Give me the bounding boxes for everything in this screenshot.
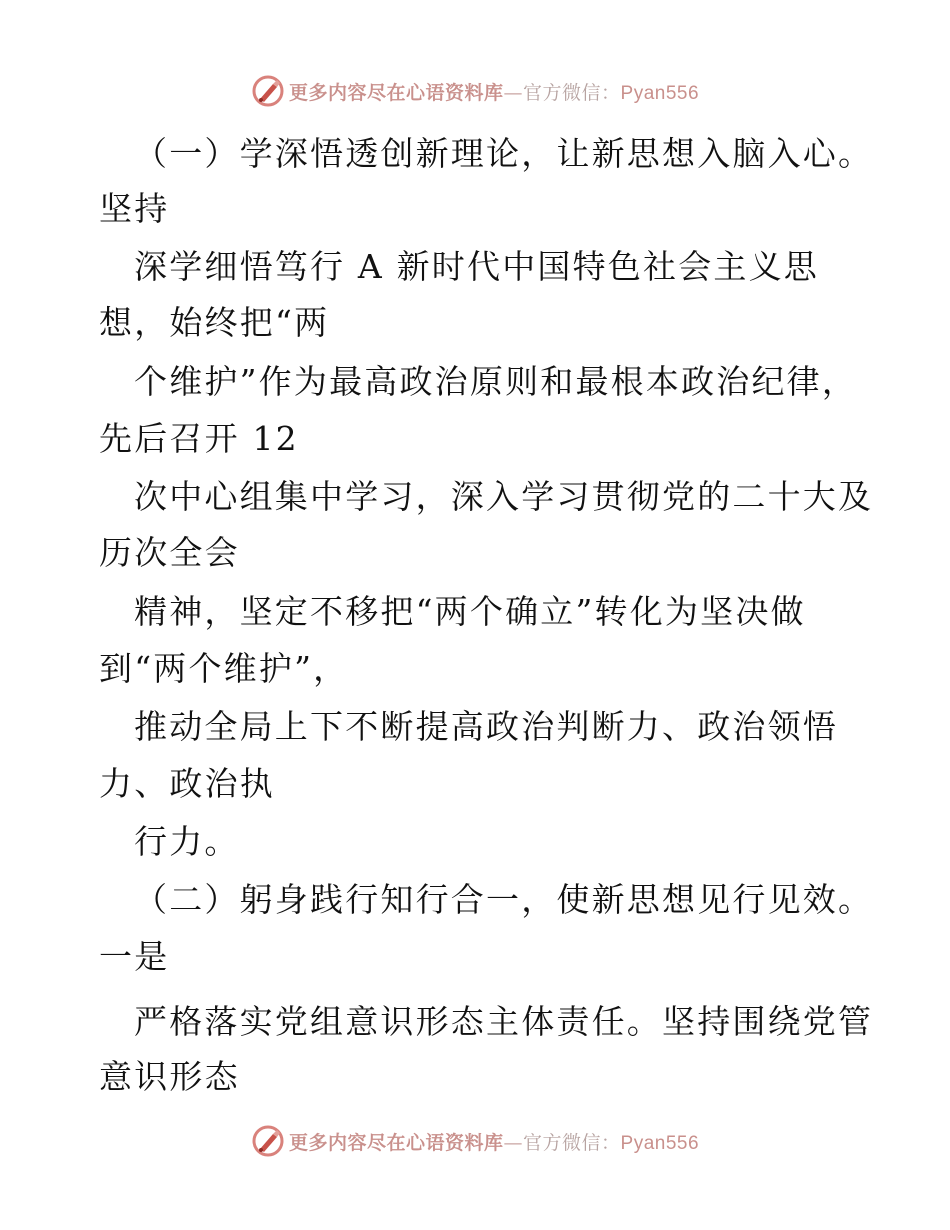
text-line: 行力。 — [134, 822, 240, 861]
text-line: 个维护”作为最高政治原则和最根本政治纪律， — [134, 362, 858, 401]
watermark-wechat-label: 官方微信 — [522, 81, 601, 104]
watermark-colon: ： — [601, 1131, 621, 1154]
text-line: 先后召开 12 — [99, 419, 299, 458]
watermark-wechat-id: Pyan556 — [620, 82, 700, 104]
watermark-text-top — [289, 78, 699, 105]
watermark-text-bottom — [289, 1128, 699, 1155]
text-line: 意识形态 — [99, 1057, 240, 1096]
watermark-banner-bottom — [0, 1121, 950, 1161]
text-line: 次中心组集中学习，深入学习贯彻党的二十大及 — [134, 477, 874, 516]
pen-logo-icon — [251, 1124, 285, 1158]
text-line: 精神，坚定不移把“两个确立”转化为坚决做 — [134, 592, 806, 631]
text-line: 历次全会 — [99, 533, 240, 572]
watermark-site: 更多内容尽在心语资料库 — [288, 81, 504, 104]
watermark-banner-top — [0, 71, 950, 111]
text-line: 严格落实党组意识形态主体责任。坚持围绕党管 — [134, 1002, 874, 1041]
text-line: （二）躬身践行知行合一，使新思想见行见效。 — [134, 880, 874, 919]
text-line: 推动全局上下不断提高政治判断力、政治领悟 — [134, 707, 838, 746]
watermark-wechat-label: 官方微信 — [522, 1131, 601, 1154]
text-line: （一）学深悟透创新理论，让新思想入脑入心。 — [134, 134, 874, 173]
text-line: 到“两个维护”， — [99, 649, 349, 688]
watermark-colon: ： — [601, 81, 621, 104]
text-line: 坚持 — [99, 189, 170, 228]
text-line: 想，始终把“两 — [99, 303, 330, 342]
text-line: 力、政治执 — [99, 764, 275, 803]
text-line: 深学细悟笃行 A 新时代中国特色社会主义思 — [134, 247, 820, 286]
watermark-wechat-id: Pyan556 — [620, 1132, 700, 1154]
watermark-dash: — — [503, 81, 523, 104]
pen-logo-icon — [251, 74, 285, 108]
watermark-site: 更多内容尽在心语资料库 — [288, 1131, 504, 1154]
watermark-dash: — — [503, 1131, 523, 1154]
text-line: 一是 — [99, 937, 170, 976]
